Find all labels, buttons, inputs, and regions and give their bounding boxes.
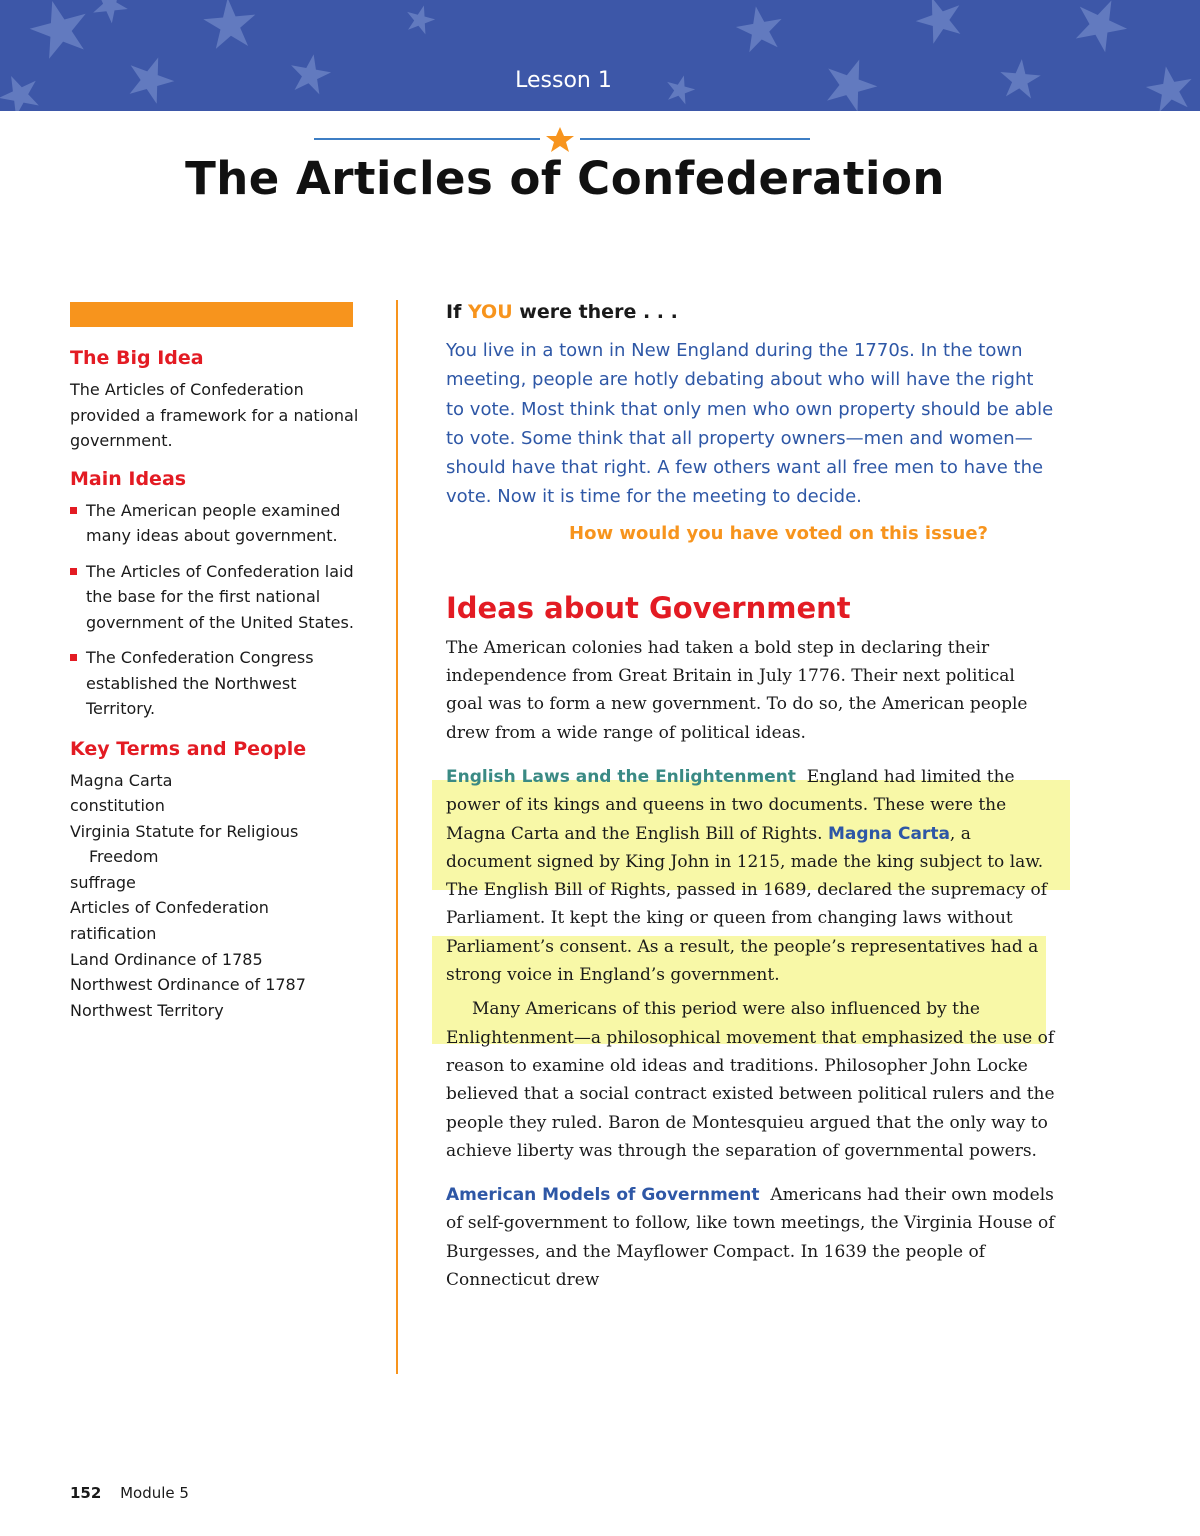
big-idea-text: The Articles of Confederation provided a framework for a national government. <box>70 380 359 450</box>
page-footer <box>70 1484 189 1502</box>
main-ideas-heading: Main Ideas <box>70 467 187 490</box>
page-title: The Articles of Confederation <box>185 152 945 205</box>
big-idea-heading: The Big Idea <box>70 347 204 369</box>
star-icon <box>546 127 574 152</box>
if-you-were-there-body: You live in a town in New England during the 1770s. In the town meeting, people are hotly debating about who will have the right to vote. Most think that only men who own property should be able to vote. Some think that all property owners—men and women—should have that right. A few others want all free men to have the vote. Now it is time for the meeting to decide. <box>446 340 1054 508</box>
key-terms-heading: Key Terms and People <box>70 737 307 760</box>
list-item: Land Ordinance of 1785 <box>70 949 263 969</box>
lesson-label: Lesson 1 <box>515 68 612 93</box>
column-divider <box>396 300 398 1374</box>
module-label: Module 5 <box>120 1484 189 1502</box>
square-bullet-icon <box>70 568 77 575</box>
list-item: Freedom <box>89 847 159 867</box>
list-item: The American people examined many ideas about government. <box>70 498 360 549</box>
main-column <box>446 298 1056 1294</box>
section-heading: Ideas about Government <box>446 590 851 625</box>
list-item: Magna Carta <box>70 770 173 790</box>
list-item: Northwest Ordinance of 1787 <box>70 975 306 995</box>
american-models-subhead: American Models of Government <box>446 1185 760 1206</box>
square-bullet-icon <box>70 654 77 661</box>
if-you-were-there-question: How would you have voted on this issue? <box>569 522 988 544</box>
star-pattern <box>0 0 1200 111</box>
enlightenment-paragraph: Many Americans of this period were also influenced by the Enlightenment—a philosophical movement that emphasized the use of reason to examine old ideas and traditions. Philosopher John Locke believed that a social contract existed between political rulers and the people they ruled. Baron de Montesquieu argued that the only way to achieve liberty was through the separation of governmental powers. <box>446 999 1055 1161</box>
list-item: Virginia Statute for Religious <box>70 821 299 841</box>
section-intro: The American colonies had taken a bold step in declaring their independence from Great Britain in July 1776. Their next political goal was to form a new government. To do so, the American people drew from a wide range of political ideas. <box>446 637 1028 743</box>
page-number: 152 <box>70 1484 102 1502</box>
list-item: The Articles of Confederation laid the base for the first national government of the United States. <box>70 559 360 636</box>
key-terms-list <box>70 768 360 1024</box>
lesson-banner <box>0 0 1200 111</box>
american-models-paragraph: American Models of Government Americans had their own models of self-government to follow, like town meetings, the Virginia House of Burgesses, and the Mayflower Compact. In 1639 the people of Connecticut drew <box>446 1185 1055 1291</box>
sidebar-accent-bar <box>70 302 353 327</box>
if-you-were-there-heading: If YOU were there . . . <box>446 301 678 323</box>
list-item: Articles of Confederation <box>70 898 269 918</box>
list-item: suffrage <box>70 872 136 892</box>
list-item: Northwest Territory <box>70 1000 224 1020</box>
square-bullet-icon <box>70 507 77 514</box>
sidebar <box>70 345 360 1023</box>
english-laws-subhead: English Laws and the Enlightenment <box>446 766 796 787</box>
list-item: constitution <box>70 796 165 816</box>
english-laws-paragraph: English Laws and the Enlightenment England had limited the power of its kings and queens in two documents. These were the Magna Carta and the English Bill of Rights. Magna Carta, a document signed by King John in 1215, made the king subject to law. The English Bill of Rights, passed in 1689, declared the supremacy of Parliament. It kept the king or queen from changing laws without Parliament’s consent. As a result, the people’s representatives had a strong voice in England’s government. <box>446 766 1047 986</box>
list-item: The Confederation Congress established the Northwest Territory. <box>70 645 360 722</box>
list-item: ratification <box>70 924 157 944</box>
magna-carta-term: Magna Carta <box>827 823 950 844</box>
main-ideas-list <box>70 498 360 722</box>
